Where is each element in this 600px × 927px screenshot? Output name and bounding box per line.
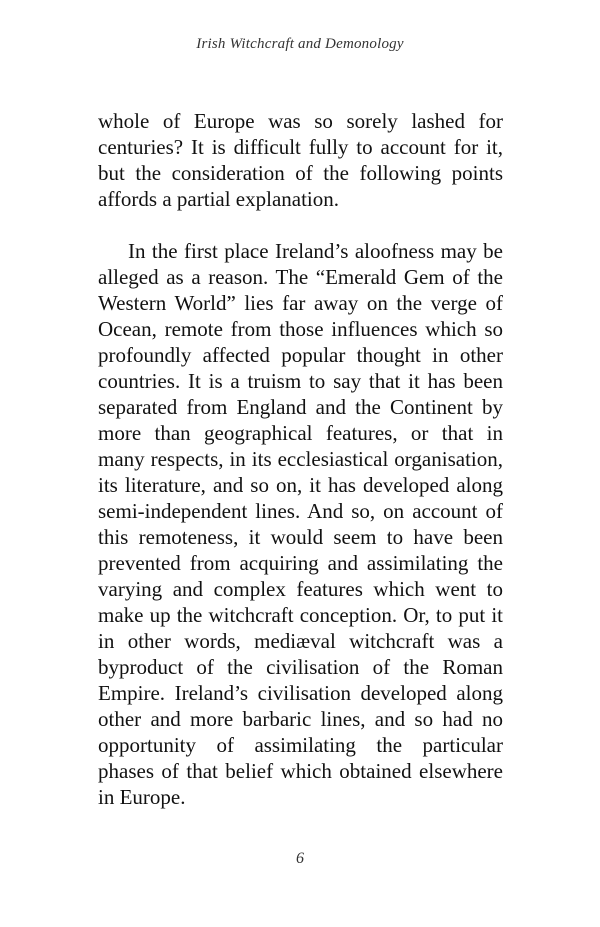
- page-body: [98, 108, 503, 810]
- paragraph-aloofness: In the first place Ireland’s aloofness may be alleged as a reason. The “Emerald Gem of the Western World” lies far away on the verge of Ocean, remote from those influences which so profoundly affected popular thought in other countries. It is a truism to say that it has been separated from England and the Continent by more than geographical features, or that in many respects, in its ecclesiastical organisation, its literature, and so on, it has developed along semi-independent lines. And so, on account of this remoteness, it would seem to have been prevented from acquiring and assimilating the varying and complex features which went to make up the witchcraft conception. Or, to put it in other words, mediæval witchcraft was a byproduct of the civilisation of the Roman Empire. Ireland’s civilisation developed along other and more barbaric lines, and so had no opportunity of assimilating the particular phases of that belief which obtained elsewhere in Europe.: [98, 239, 503, 809]
- paragraph-continuation: whole of Europe was so sorely lashed for centuries? It is difficult fully to account for it, but the consideration of the following points affords a partial explanation.: [98, 109, 503, 211]
- running-header: Irish Witchcraft and Demonology: [196, 36, 404, 52]
- page-number: 6: [296, 850, 304, 867]
